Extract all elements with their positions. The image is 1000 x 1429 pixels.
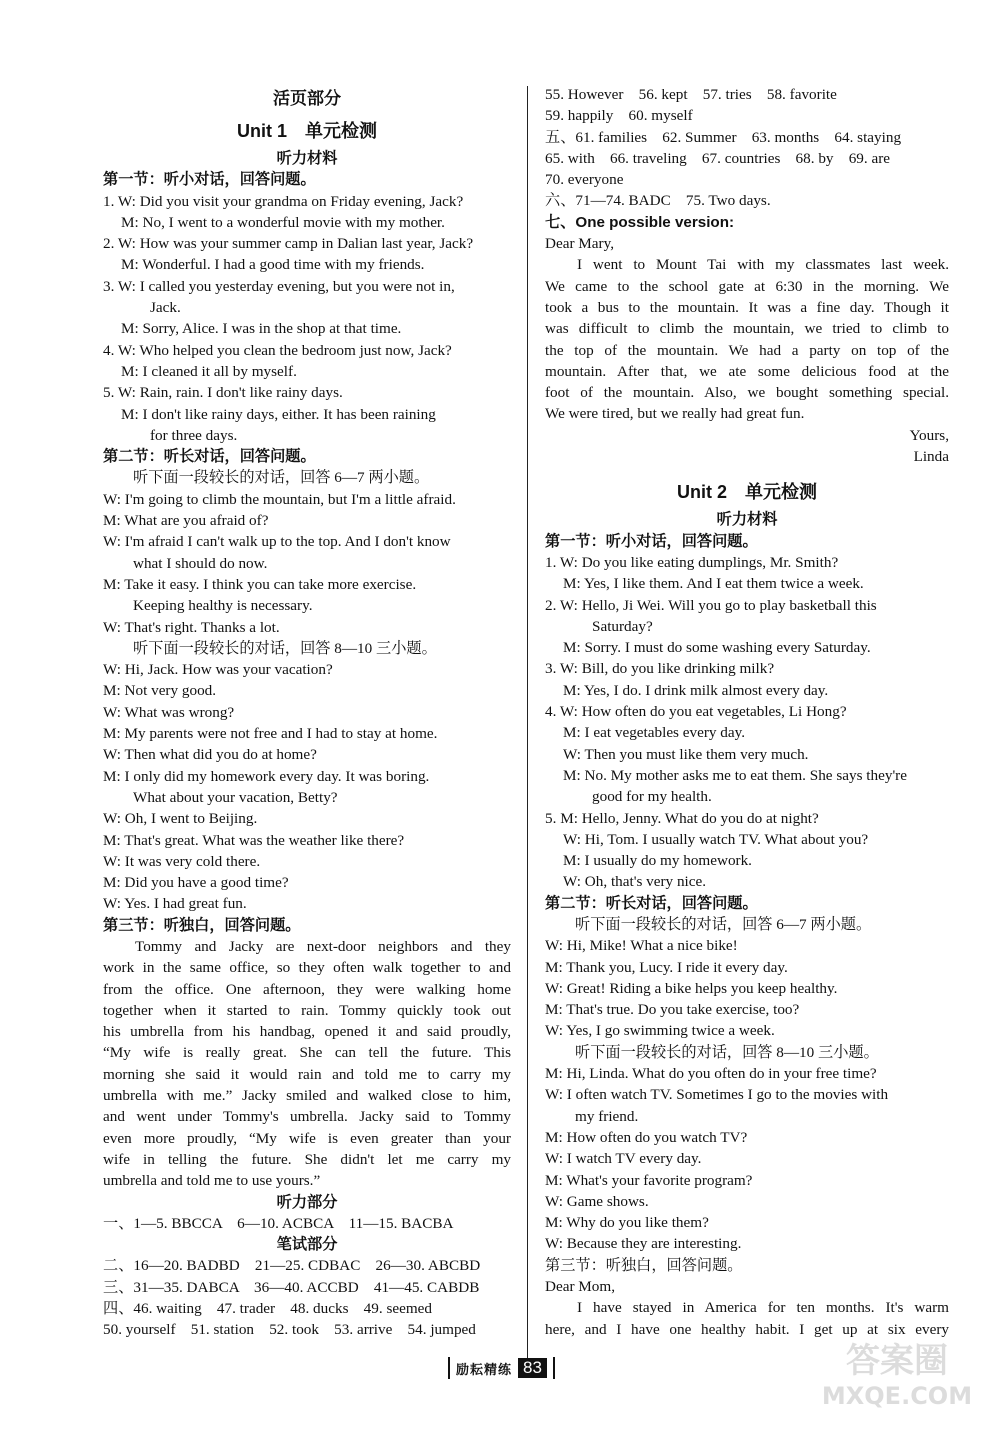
right-line: W: Then you must like them very much. — [563, 745, 809, 763]
right-line: Saturday? — [592, 617, 653, 635]
left-line: W: I'm afraid I can't walk up to the top. And I don't know — [103, 533, 451, 551]
watermark-line2: MXQE.COM — [821, 1382, 973, 1410]
left-line: 第二节：听长对话，回答问题。 — [103, 448, 316, 466]
left-line: 第一节：听小对话，回答问题。 — [103, 171, 316, 189]
right-line: M: I usually do my homework. — [563, 852, 752, 870]
left-line: W: That's right. Thanks a lot. — [103, 618, 280, 636]
left-line: 听下面一段较长的对话，回答 6—7 两小题。 — [133, 469, 430, 487]
left-line: 1. W: Did you visit your grandma on Friday evening, Jack? — [103, 192, 464, 210]
right-line: here, and I have one healthy habit. I get up at six every — [545, 1320, 949, 1338]
left-line: M: Take it easy. I think you can take more exercise. — [103, 575, 417, 593]
right-line: M: Thank you, Lucy. I ride it every day. — [545, 958, 788, 976]
left-line: 听力材料 — [276, 150, 338, 167]
right-line: was difficult to climb the mountain, we tried to climb to — [545, 320, 949, 338]
left-line: M: That's great. What was the weather like there? — [103, 831, 405, 849]
left-line: 3. W: I called you yesterday evening, but you were not in, — [103, 277, 455, 295]
left-line: for three days. — [150, 426, 238, 444]
right-line: 5. M: Hello, Jenny. What do you do at night? — [545, 809, 819, 827]
right-line: 59. happily 60. myself — [545, 107, 693, 125]
right-line: M: No. My mother asks me to eat them. She says they're — [563, 766, 907, 784]
right-line: W: Oh, that's very nice. — [563, 873, 707, 891]
left-line: M: I cleaned it all by myself. — [121, 362, 297, 380]
right-line: Dear Mary, — [545, 235, 615, 253]
left-line: W: It was very cold there. — [103, 852, 261, 870]
right-line: Linda — [913, 448, 949, 466]
right-line: M: Why do you like them? — [545, 1214, 709, 1232]
left-line: even more proudly, “My wife is even greater than your — [103, 1129, 511, 1147]
right-line: M: What's your favorite program? — [545, 1171, 753, 1189]
right-line: my friend. — [575, 1107, 639, 1125]
left-line: What about your vacation, Betty? — [133, 788, 338, 806]
left-line: Jack. — [150, 299, 181, 317]
left-line: 4. W: Who helped you clean the bedroom just now, Jack? — [103, 341, 452, 359]
left-line: umbrella and told me to use yours.” — [103, 1172, 321, 1190]
right-line: W: Yes, I go swimming twice a week. — [545, 1022, 775, 1040]
left-line: M: Wonderful. I had a good time with my friends. — [121, 256, 425, 274]
left-line: together when it started to rain. Tommy quickly took out — [103, 1001, 511, 1019]
right-line: 55. However 56. kept 57. tries 58. favorite — [545, 86, 837, 103]
right-line: M: I eat vegetables every day. — [563, 724, 746, 742]
right-line: W: Great! Riding a bike helps you keep healthy. — [545, 979, 838, 997]
left-line: W: Hi, Jack. How was your vacation? — [103, 661, 333, 679]
left-line: Tommy and Jacky are next-door neighbors and they — [135, 937, 511, 955]
left-line: W: Yes. I had great fun. — [103, 895, 247, 913]
right-line: 七、One possible version: — [545, 213, 735, 231]
footer-brand: 励耘精练 — [456, 1362, 513, 1378]
right-line: 65. with 66. traveling 67. countries 68. by 69. are — [545, 149, 891, 167]
left-line: 三、31—35. DABCA 36—40. ACCBD 41—45. CABDB — [103, 1278, 480, 1296]
left-line: umbrella with me.” Jacky smiled and walked close to him, — [103, 1087, 511, 1105]
left-line: Unit 1 单元检测 — [236, 121, 377, 141]
left-line: work in the same office, so they often walk together to and — [103, 959, 511, 977]
right-line: M: Yes, I do. I drink milk almost every day. — [563, 681, 829, 699]
right-line — [545, 467, 949, 475]
right-line: Dear Mom, — [545, 1278, 616, 1296]
right-line: M: How often do you watch TV? — [545, 1128, 748, 1146]
left-line: and went under Tommy's umbrella. Jacky said to Tommy — [103, 1108, 511, 1126]
left-line: 2. W: How was your summer camp in Dalian last year, Jack? — [103, 235, 474, 253]
right-line: W: Because they are interesting. — [545, 1235, 742, 1253]
right-line: W: Hi, Tom. I usually watch TV. What about you? — [563, 830, 869, 848]
left-line: M: My parents were not free and I had to stay at home. — [103, 725, 438, 743]
right-line: the top of the mountain. We had a party on top of the — [545, 341, 949, 359]
right-line: 4. W: How often do you eat vegetables, Li Hong? — [545, 703, 847, 721]
page-number: 83 — [518, 1358, 547, 1378]
left-line: M: Not very good. — [103, 682, 217, 700]
left-line: 活页部分 — [273, 89, 341, 108]
right-line: I have stayed in America for ten months. It's warm — [577, 1299, 949, 1317]
column-divider — [527, 86, 528, 1376]
right-line: 第一节：听小对话，回答问题。 — [545, 532, 758, 550]
right-line: 第三节：听独白，回答问题。 — [545, 1256, 743, 1274]
left-line: 一、1—5. BBCCA 6—10. ACBCA 11—15. BACBA — [103, 1214, 454, 1232]
left-line: W: Then what did you do at home? — [103, 746, 317, 764]
left-line: what I should do now. — [133, 554, 268, 572]
right-line: W: Game shows. — [545, 1192, 649, 1210]
left-line: from the office. One afternoon, they were walking home — [103, 980, 511, 998]
left-line: W: Oh, I went to Beijing. — [103, 810, 258, 828]
footer-bar-left — [448, 1357, 450, 1379]
left-line: W: What was wrong? — [103, 703, 235, 721]
left-column — [103, 84, 511, 1341]
right-line: Unit 2 单元检测 — [676, 482, 817, 503]
right-line: 六、71—74. BADC 75. Two days. — [545, 192, 771, 210]
right-line: 2. W: Hello, Ji Wei. Will you go to play basketball this — [545, 596, 877, 614]
left-line: W: I'm going to climb the mountain, but I'm a little afraid. — [103, 490, 456, 508]
right-line: M: Yes, I like them. And I eat them twice a week. — [563, 575, 864, 593]
right-line: 第二节：听长对话，回答问题。 — [545, 894, 758, 912]
right-line: M: That's true. Do you take exercise, too? — [545, 1001, 800, 1019]
right-line: 70. everyone — [545, 171, 624, 189]
right-line: foot of the mountain. Also, we bought something special. — [545, 384, 949, 402]
left-line: 听下面一段较长的对话，回答 8—10 三小题。 — [133, 639, 437, 657]
right-line: 听下面一段较长的对话，回答 8—10 三小题。 — [575, 1043, 879, 1061]
left-line: wife in telling the future. She didn't let me carry my — [103, 1150, 511, 1168]
left-line: morning she said it would rain and told me to carry my — [103, 1065, 511, 1083]
left-line: 50. yourself 51. station 52. took 53. arrive 54. jumped — [103, 1321, 476, 1339]
left-line: 听力部分 — [276, 1193, 338, 1211]
right-line: good for my health. — [592, 788, 712, 806]
right-line: mountain. After that, we ate some delicious food at the — [545, 362, 949, 380]
left-line: “My wife is really great. She can tell the future. This — [103, 1044, 511, 1062]
left-line: 二、16—20. BADBD 21—25. CDBAC 26—30. ABCBD — [103, 1257, 481, 1275]
right-line: took a bus to the mountain. It was a fine day. Though it — [545, 298, 949, 316]
right-line: W: I watch TV every day. — [545, 1150, 702, 1168]
left-line: M: Did you have a good time? — [103, 874, 289, 892]
right-line: Yours, — [909, 426, 949, 444]
left-line: 笔试部分 — [276, 1236, 338, 1254]
left-line: 5. W: Rain, rain. I don't like rainy days. — [103, 384, 343, 402]
right-column — [545, 84, 949, 1340]
right-line: W: Hi, Mike! What a nice bike! — [545, 937, 738, 955]
left-line: 第三节：听独白，回答问题。 — [103, 916, 301, 934]
right-line: W: I often watch TV. Sometimes I go to the movies with — [545, 1086, 889, 1104]
right-line: M: Sorry. I must do some washing every Saturday. — [563, 639, 871, 657]
left-line: M: I only did my homework every day. It was boring. — [103, 767, 430, 785]
right-line: 1. W: Do you like eating dumplings, Mr. Smith? — [545, 553, 839, 571]
page-footer — [448, 1353, 555, 1383]
right-line: M: Hi, Linda. What do you often do in your free time? — [545, 1065, 877, 1083]
right-line: 3. W: Bill, do you like drinking milk? — [545, 660, 775, 678]
right-line: 听力材料 — [716, 511, 778, 529]
left-line: his umbrella from his handbag, opened it and said proudly, — [103, 1023, 511, 1041]
watermark-logo — [815, 1336, 980, 1411]
watermark-line1: 答案圈 — [846, 1341, 948, 1381]
left-line: 四、46. waiting 47. trader 48. ducks 49. seemed — [103, 1300, 433, 1318]
right-line: I went to Mount Tai with my classmates last week. — [577, 256, 949, 274]
right-line: 五、61. families 62. Summer 63. months 64. staying — [545, 128, 902, 146]
left-line: M: Sorry, Alice. I was in the shop at that time. — [121, 320, 402, 338]
left-line: M: What are you afraid of? — [103, 512, 269, 530]
right-line: We were tired, but we really had great fun. — [545, 405, 805, 423]
footer-bar-right — [553, 1357, 555, 1379]
left-line: Keeping healthy is necessary. — [133, 597, 313, 615]
left-line: M: No, I went to a wonderful movie with my mother. — [121, 213, 445, 231]
right-line: We came to the school gate at 6:30 in the morning. We — [545, 277, 949, 295]
left-line: M: I don't like rainy days, either. It has been raining — [121, 405, 436, 423]
right-line: 听下面一段较长的对话，回答 6—7 两小题。 — [575, 915, 872, 933]
